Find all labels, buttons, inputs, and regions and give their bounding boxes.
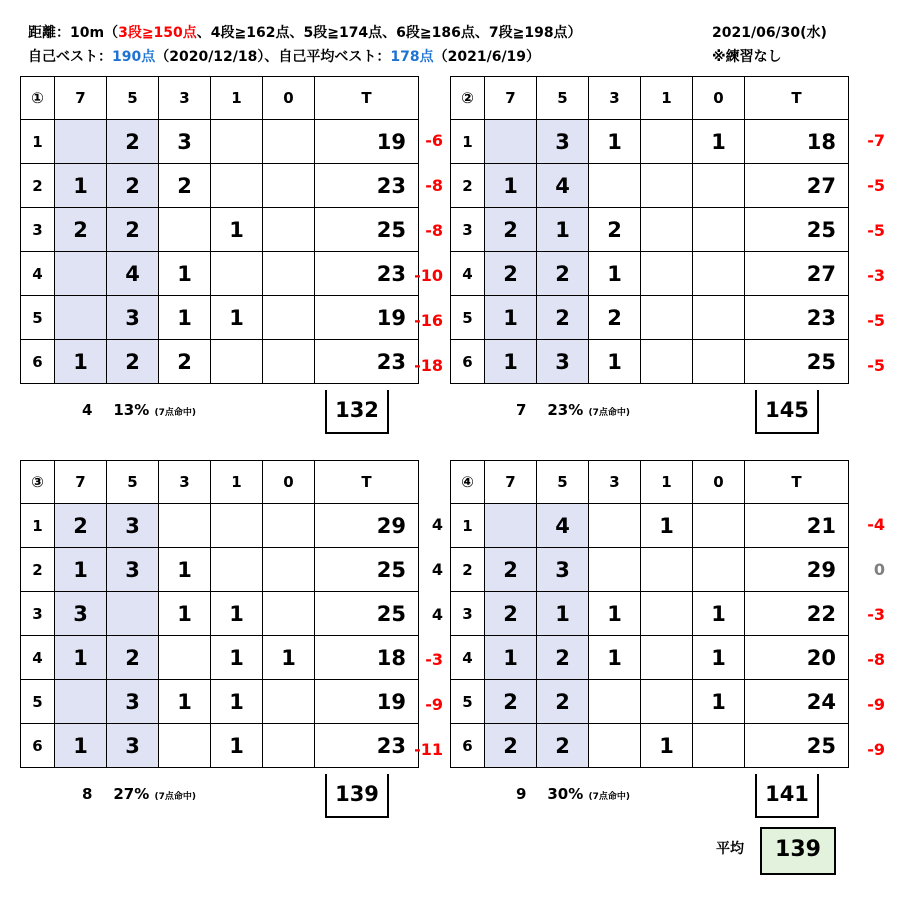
- end-number: 4: [451, 636, 485, 680]
- hit-rate: 23%: [547, 401, 584, 419]
- count-3: 2: [159, 164, 211, 208]
- count-3: 1: [159, 296, 211, 340]
- end-number: 2: [451, 548, 485, 592]
- end-row: [451, 504, 849, 548]
- end-row: [21, 592, 419, 636]
- count-0: [693, 164, 745, 208]
- score-diff: -8: [425, 176, 443, 195]
- end-row: [451, 252, 849, 296]
- count-5: 4: [537, 504, 589, 548]
- round-label: ①: [21, 77, 55, 120]
- score-table: [450, 460, 849, 768]
- count-5: 2: [537, 296, 589, 340]
- count-3: [159, 724, 211, 768]
- hit-rate-note: (7点命中): [588, 408, 630, 418]
- column-header: 5: [107, 77, 159, 120]
- count-3: 1: [589, 340, 641, 384]
- personal-best-info: 自己ベスト：190点（2020/12/18）、自己平均ベスト：178点（2021/6/19）: [28, 49, 541, 65]
- end-total: 19: [315, 296, 419, 340]
- end-number: 3: [21, 592, 55, 636]
- count-7: 2: [485, 208, 537, 252]
- column-header: T: [315, 77, 419, 120]
- score-diff: -10: [414, 266, 443, 285]
- count-3: 1: [159, 252, 211, 296]
- end-total: 20: [745, 636, 849, 680]
- end-number: 5: [21, 680, 55, 724]
- count-0: [263, 164, 315, 208]
- round-total: 132: [325, 390, 389, 434]
- count-5: 2: [537, 680, 589, 724]
- score-diff: -5: [867, 221, 885, 240]
- count-1: [641, 680, 693, 724]
- score-diff: -4: [867, 515, 885, 534]
- count-0: 1: [693, 680, 745, 724]
- column-header: T: [745, 461, 849, 504]
- score-diff: 4: [431, 515, 443, 534]
- score-diff: 4: [431, 605, 443, 624]
- count-3: [159, 504, 211, 548]
- column-header: 7: [55, 461, 107, 504]
- hit-summary: [516, 785, 630, 803]
- score-diff: -8: [867, 650, 885, 669]
- count-1: [211, 164, 263, 208]
- count-1: [211, 340, 263, 384]
- count-1: [641, 548, 693, 592]
- column-header: 5: [537, 461, 589, 504]
- end-total: 25: [745, 724, 849, 768]
- hit-summary: [516, 401, 630, 419]
- end-total: 18: [745, 120, 849, 164]
- session-date: 2021/06/30(水): [712, 25, 827, 41]
- score-diff: -9: [867, 695, 885, 714]
- hit-rate-note: (7点命中): [588, 792, 630, 802]
- count-1: 1: [211, 680, 263, 724]
- hit-rate: 13%: [113, 401, 150, 419]
- end-total: 27: [745, 164, 849, 208]
- count-7: [485, 504, 537, 548]
- score-diff: -11: [414, 740, 443, 759]
- count-5: 2: [107, 120, 159, 164]
- end-total: 24: [745, 680, 849, 724]
- column-header: 0: [693, 461, 745, 504]
- end-number: 6: [21, 340, 55, 384]
- end-total: 25: [315, 548, 419, 592]
- avg-best-score: 178点: [390, 49, 434, 65]
- count-0: [263, 296, 315, 340]
- count-0: [693, 296, 745, 340]
- count-5: 3: [537, 120, 589, 164]
- end-total: 19: [315, 680, 419, 724]
- count-0: [693, 724, 745, 768]
- end-number: 1: [451, 504, 485, 548]
- column-header: 1: [641, 77, 693, 120]
- end-total: 27: [745, 252, 849, 296]
- end-row: [21, 680, 419, 724]
- count-1: [641, 296, 693, 340]
- end-row: [451, 340, 849, 384]
- count-1: [641, 636, 693, 680]
- header-row: [451, 461, 849, 504]
- count-1: [641, 252, 693, 296]
- end-number: 4: [21, 636, 55, 680]
- end-row: [21, 296, 419, 340]
- end-total: 23: [315, 724, 419, 768]
- score-diff: -3: [867, 605, 885, 624]
- hit-rate: 30%: [547, 785, 584, 803]
- end-number: 2: [21, 548, 55, 592]
- practice-note: ※練習なし: [712, 49, 782, 65]
- count-0: [693, 548, 745, 592]
- end-row: [451, 120, 849, 164]
- score-diff: -3: [425, 650, 443, 669]
- distance-info: 距離：10m（3段≧150点、4段≧162点、5段≧174点、6段≧186点、7段≧198点）: [28, 25, 582, 41]
- end-total: 22: [745, 592, 849, 636]
- end-number: 2: [21, 164, 55, 208]
- count-1: [641, 592, 693, 636]
- count-1: 1: [211, 592, 263, 636]
- end-row: [451, 548, 849, 592]
- count-0: [263, 252, 315, 296]
- column-header: T: [315, 461, 419, 504]
- end-total: 23: [315, 252, 419, 296]
- round-total: 139: [325, 774, 389, 818]
- count-5: [107, 592, 159, 636]
- count-7: 1: [55, 724, 107, 768]
- end-total: 18: [315, 636, 419, 680]
- count-7: [55, 680, 107, 724]
- column-header: 0: [693, 77, 745, 120]
- end-total: 25: [315, 208, 419, 252]
- end-number: 1: [21, 504, 55, 548]
- end-row: [21, 164, 419, 208]
- hit-summary: [82, 785, 196, 803]
- count-0: [693, 504, 745, 548]
- count-7: 1: [485, 636, 537, 680]
- round-4-block: [450, 460, 849, 768]
- end-total: 29: [315, 504, 419, 548]
- end-number: 6: [451, 340, 485, 384]
- count-0: [693, 340, 745, 384]
- end-total: 25: [745, 340, 849, 384]
- score-table: [20, 460, 419, 768]
- round-total: 141: [755, 774, 819, 818]
- end-row: [21, 340, 419, 384]
- count-7: 1: [485, 340, 537, 384]
- end-number: 2: [451, 164, 485, 208]
- column-header: 0: [263, 461, 315, 504]
- count-1: [211, 120, 263, 164]
- end-total: 23: [315, 340, 419, 384]
- score-diff: -5: [867, 356, 885, 375]
- column-header: 7: [485, 461, 537, 504]
- count-0: [263, 208, 315, 252]
- score-diff: -9: [867, 740, 885, 759]
- count-3: 1: [589, 636, 641, 680]
- count-5: 3: [107, 724, 159, 768]
- count-1: [211, 252, 263, 296]
- count-3: 1: [589, 120, 641, 164]
- score-diff: -5: [867, 176, 885, 195]
- score-diff: 4: [431, 560, 443, 579]
- column-header: 5: [107, 461, 159, 504]
- count-0: 1: [693, 592, 745, 636]
- average-label: 平均: [716, 841, 744, 857]
- end-row: [451, 592, 849, 636]
- hit-rate-note: (7点命中): [154, 792, 196, 802]
- count-0: [263, 504, 315, 548]
- header-row: [21, 77, 419, 120]
- hit-count: 7: [516, 401, 527, 419]
- score-diff: -3: [867, 266, 885, 285]
- end-number: 3: [451, 208, 485, 252]
- end-row: [21, 208, 419, 252]
- count-3: [589, 548, 641, 592]
- count-7: [55, 296, 107, 340]
- count-7: 1: [55, 636, 107, 680]
- rank-3-threshold: 3段≧150点: [118, 25, 197, 41]
- header-row: [21, 461, 419, 504]
- end-number: 6: [451, 724, 485, 768]
- end-number: 3: [451, 592, 485, 636]
- count-1: 1: [641, 724, 693, 768]
- count-1: 1: [641, 504, 693, 548]
- end-row: [451, 636, 849, 680]
- round-2-block: [450, 76, 849, 384]
- count-7: 2: [55, 504, 107, 548]
- end-row: [451, 208, 849, 252]
- count-7: 1: [55, 164, 107, 208]
- column-header: 3: [159, 77, 211, 120]
- count-0: 1: [263, 636, 315, 680]
- count-0: [693, 252, 745, 296]
- count-7: 1: [485, 296, 537, 340]
- end-number: 5: [21, 296, 55, 340]
- round-label: ②: [451, 77, 485, 120]
- average-score: 139: [760, 827, 836, 875]
- score-diff: 0: [873, 560, 885, 579]
- end-total: 25: [745, 208, 849, 252]
- count-5: 1: [537, 592, 589, 636]
- end-number: 4: [451, 252, 485, 296]
- end-total: 25: [315, 592, 419, 636]
- hit-count: 4: [82, 401, 93, 419]
- score-diff: -6: [425, 131, 443, 150]
- column-header: T: [745, 77, 849, 120]
- round-3-block: [20, 460, 419, 768]
- end-total: 23: [745, 296, 849, 340]
- count-1: [641, 340, 693, 384]
- end-total: 23: [315, 164, 419, 208]
- round-label: ④: [451, 461, 485, 504]
- count-1: [211, 548, 263, 592]
- end-row: [21, 120, 419, 164]
- count-5: 3: [107, 504, 159, 548]
- best-score: 190点: [112, 49, 156, 65]
- column-header: 1: [211, 461, 263, 504]
- count-3: [589, 724, 641, 768]
- end-number: 1: [21, 120, 55, 164]
- end-row: [21, 636, 419, 680]
- count-3: 2: [589, 208, 641, 252]
- count-0: [263, 548, 315, 592]
- count-5: 2: [107, 340, 159, 384]
- end-row: [21, 724, 419, 768]
- score-diff: -18: [414, 356, 443, 375]
- count-3: 1: [589, 592, 641, 636]
- score-table: [450, 76, 849, 384]
- count-7: 1: [55, 548, 107, 592]
- count-5: 2: [537, 724, 589, 768]
- count-1: [641, 208, 693, 252]
- end-row: [21, 252, 419, 296]
- count-5: 4: [107, 252, 159, 296]
- count-1: 1: [211, 208, 263, 252]
- round-label: ③: [21, 461, 55, 504]
- count-3: 2: [589, 296, 641, 340]
- count-3: 2: [159, 340, 211, 384]
- end-row: [451, 724, 849, 768]
- count-5: 3: [107, 548, 159, 592]
- count-7: 1: [485, 164, 537, 208]
- count-5: 3: [107, 296, 159, 340]
- count-1: 1: [211, 724, 263, 768]
- count-0: 1: [693, 120, 745, 164]
- column-header: 1: [211, 77, 263, 120]
- count-3: [589, 680, 641, 724]
- count-0: [263, 592, 315, 636]
- count-7: [485, 120, 537, 164]
- end-row: [21, 504, 419, 548]
- count-5: 3: [107, 680, 159, 724]
- count-7: 2: [55, 208, 107, 252]
- hit-count: 8: [82, 785, 93, 803]
- count-1: 1: [211, 296, 263, 340]
- column-header: 5: [537, 77, 589, 120]
- hit-rate: 27%: [113, 785, 150, 803]
- hit-count: 9: [516, 785, 527, 803]
- count-7: 1: [55, 340, 107, 384]
- count-0: 1: [693, 636, 745, 680]
- count-3: 1: [159, 548, 211, 592]
- column-header: 7: [485, 77, 537, 120]
- column-header: 1: [641, 461, 693, 504]
- count-7: [55, 120, 107, 164]
- count-1: [211, 504, 263, 548]
- column-header: 0: [263, 77, 315, 120]
- count-3: [159, 208, 211, 252]
- count-1: [641, 164, 693, 208]
- count-0: [693, 208, 745, 252]
- hit-summary: [82, 401, 196, 419]
- round-1-block: [20, 76, 419, 384]
- count-1: [641, 120, 693, 164]
- count-5: 2: [107, 208, 159, 252]
- header-row: [451, 77, 849, 120]
- count-3: 3: [159, 120, 211, 164]
- end-row: [451, 680, 849, 724]
- count-5: 4: [537, 164, 589, 208]
- count-3: [589, 504, 641, 548]
- count-5: 3: [537, 340, 589, 384]
- end-total: 29: [745, 548, 849, 592]
- end-row: [451, 296, 849, 340]
- count-3: 1: [159, 680, 211, 724]
- column-header: 3: [159, 461, 211, 504]
- count-7: 2: [485, 548, 537, 592]
- count-0: [263, 724, 315, 768]
- column-header: 7: [55, 77, 107, 120]
- count-1: 1: [211, 636, 263, 680]
- score-diff: -8: [425, 221, 443, 240]
- end-number: 3: [21, 208, 55, 252]
- count-7: 2: [485, 592, 537, 636]
- count-5: 2: [537, 252, 589, 296]
- score-diff: -7: [867, 131, 885, 150]
- count-5: 2: [107, 164, 159, 208]
- end-number: 1: [451, 120, 485, 164]
- count-5: 3: [537, 548, 589, 592]
- count-7: 3: [55, 592, 107, 636]
- count-7: [55, 252, 107, 296]
- count-3: 1: [589, 252, 641, 296]
- count-0: [263, 120, 315, 164]
- score-table: [20, 76, 419, 384]
- end-number: 4: [21, 252, 55, 296]
- end-row: [451, 164, 849, 208]
- end-number: 5: [451, 680, 485, 724]
- end-number: 6: [21, 724, 55, 768]
- end-total: 21: [745, 504, 849, 548]
- count-0: [263, 680, 315, 724]
- score-diff: -16: [414, 311, 443, 330]
- count-3: 1: [159, 592, 211, 636]
- score-diff: -5: [867, 311, 885, 330]
- score-diff: -9: [425, 695, 443, 714]
- count-7: 2: [485, 680, 537, 724]
- column-header: 3: [589, 461, 641, 504]
- count-7: 2: [485, 252, 537, 296]
- count-0: [263, 340, 315, 384]
- end-total: 19: [315, 120, 419, 164]
- round-total: 145: [755, 390, 819, 434]
- count-7: 2: [485, 724, 537, 768]
- count-5: 2: [537, 636, 589, 680]
- count-5: 2: [107, 636, 159, 680]
- column-header: 3: [589, 77, 641, 120]
- count-5: 1: [537, 208, 589, 252]
- end-row: [21, 548, 419, 592]
- hit-rate-note: (7点命中): [154, 408, 196, 418]
- count-3: [159, 636, 211, 680]
- end-number: 5: [451, 296, 485, 340]
- count-3: [589, 164, 641, 208]
